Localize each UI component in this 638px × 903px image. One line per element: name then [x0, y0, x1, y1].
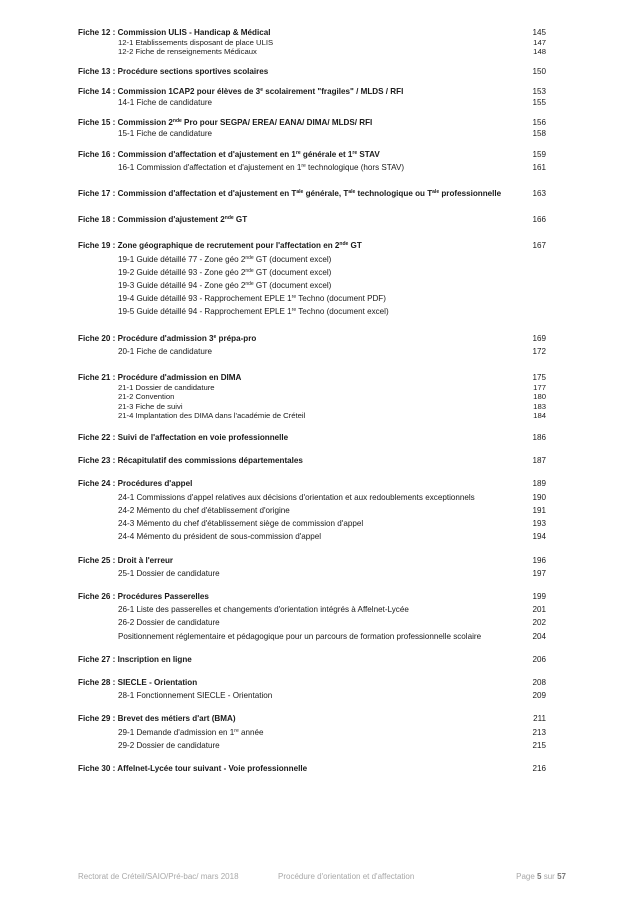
toc-page-number: 191: [532, 505, 546, 515]
toc-page-number: 155: [532, 98, 546, 108]
label-text: STAV: [357, 149, 380, 159]
toc-page-number: 148: [533, 47, 546, 57]
toc-entry-label: [78, 280, 331, 291]
toc-entry: [78, 455, 546, 466]
toc-entry-label: [78, 727, 264, 738]
toc-page-number: 156: [532, 118, 546, 128]
label-text: 26-1 Liste des passerelles et changements d'orientation intégrés à Affelnet-Lycée: [118, 605, 409, 615]
toc-entry-label: [78, 392, 174, 401]
toc-page-number: 206: [532, 654, 546, 664]
toc-entry: [78, 372, 546, 383]
ordinal-superscript: e: [260, 86, 263, 93]
toc-entry-label: [78, 149, 380, 160]
toc-entry-label: [78, 214, 247, 225]
toc-subentry: [78, 727, 546, 738]
toc-page-number: 184: [533, 410, 546, 420]
toc-entry-label: [78, 411, 305, 420]
toc-page-number: 196: [532, 555, 546, 565]
label-text: 19-3 Guide détaillé 94 - Zone géo 2: [118, 281, 246, 291]
label-text: technologique (hors STAV): [305, 162, 405, 172]
ordinal-superscript: e: [213, 333, 217, 340]
toc-entry-label: [78, 27, 271, 38]
label-text: 21-4 Implantation des DIMA dans l'académie de Créteil: [118, 410, 306, 420]
toc-entry-label: [78, 555, 173, 566]
toc-page-number: 190: [532, 492, 546, 502]
label-text: Fiche 12 : Commission ULIS - Handicap & Médical: [78, 28, 271, 37]
toc-entry-label: [78, 604, 409, 615]
toc-entry-label: [78, 531, 321, 542]
toc-entry: [78, 86, 546, 97]
label-text: année: [238, 727, 264, 737]
ordinal-superscript: nde: [224, 215, 234, 222]
label-text: Fiche 25 : Droit à l'erreur: [78, 555, 174, 565]
toc-page-number: 187: [532, 456, 546, 466]
toc-entry-label: [78, 690, 272, 701]
toc-entry-label: [78, 677, 197, 688]
label-text: GT: [348, 241, 362, 251]
label-text: 20-1 Fiche de candidature: [118, 346, 213, 356]
toc-page-number: 150: [532, 66, 546, 76]
toc-entry: [78, 713, 546, 724]
toc-subentry: [78, 690, 546, 701]
toc-entry-label: [78, 267, 331, 278]
label-text: 21-1 Dossier de candidature: [118, 383, 215, 393]
toc-entry: [78, 333, 546, 344]
toc-entry-label: [78, 86, 403, 97]
label-text: Fiche 29 : Brevet des métiers d'art (BMA): [78, 714, 236, 724]
label-text: 29-2 Dossier de candidature: [118, 740, 220, 750]
label-text: 12-1 Etablissements disposant de place ULIS: [118, 38, 274, 48]
toc-page-number: 201: [532, 605, 546, 615]
footer-page-sep: sur: [543, 872, 555, 881]
toc-entry: [78, 66, 546, 77]
toc-entry: [78, 240, 546, 251]
toc-page-number: 145: [532, 28, 546, 37]
label-text: 24-1 Commissions d'appel relatives aux décisions d'orientation et aux redoublements exceptionnels: [118, 492, 475, 502]
toc-subentry: [78, 254, 546, 265]
toc-subentry: [78, 162, 546, 173]
page-footer: [78, 872, 566, 884]
label-text: Fiche 30 : Affelnet-Lycée tour suivant - Voie professionnelle: [78, 763, 308, 773]
footer-title: Procédure d'orientation et d'affectation: [278, 872, 415, 881]
toc-entry-label: [78, 346, 212, 357]
label-text: GT: [233, 215, 248, 225]
ordinal-superscript: re: [234, 727, 239, 734]
toc-subentry: [78, 531, 546, 542]
label-text: 12-2 Fiche de renseignements Médicaux: [118, 47, 257, 57]
toc-subentry: [78, 128, 546, 139]
label-text: 21-2 Convention: [118, 392, 175, 402]
toc-entry-label: [78, 372, 241, 383]
toc-entry-label: [78, 254, 331, 265]
toc-page-number: 204: [532, 631, 546, 641]
toc-page-number: 209: [532, 691, 546, 701]
toc-entry-label: [78, 492, 475, 503]
label-text: Fiche 13 : Procédure sections sportives scolaires: [78, 66, 269, 76]
toc-entry: [78, 654, 546, 665]
toc-entry-label: [78, 240, 362, 251]
toc-subentry: [78, 383, 546, 392]
label-text: générale et 1: [300, 149, 353, 159]
toc-subentry: [78, 280, 546, 291]
label-text: prépa-pro: [216, 333, 257, 343]
label-text: Fiche 19 : Zone géographique de recrutement pour l'affectation en 2: [78, 241, 340, 251]
label-text: 24-3 Mémento du chef d'établissement siège de commission d'appel: [118, 519, 364, 529]
ordinal-superscript: re: [291, 294, 297, 301]
toc-entry-label: [78, 66, 268, 77]
footer-page-total: 57: [557, 872, 566, 881]
label-text: Techno (document excel): [296, 307, 389, 317]
label-text: Positionnement réglementaire et pédagogique pour un parcours de formation professionnelle scolaire: [118, 631, 482, 641]
toc-subentry: [78, 505, 546, 516]
ordinal-superscript: nde: [339, 241, 349, 248]
label-text: GT (document excel): [253, 267, 332, 277]
label-text: Fiche 20 : Procédure d'admission 3: [78, 333, 214, 343]
toc-page-number: 183: [533, 401, 546, 411]
toc-subentry: [78, 568, 546, 579]
label-text: 14-1 Fiche de candidature: [118, 98, 213, 108]
toc-page-number: 208: [532, 677, 546, 687]
label-text: Fiche 24 : Procédures d'appel: [78, 479, 193, 489]
toc-subentry: [78, 402, 546, 411]
ordinal-superscript: nde: [245, 267, 254, 274]
toc-entry: [78, 117, 546, 128]
toc-subentry: [78, 740, 546, 751]
toc-entry-label: [78, 128, 212, 139]
label-text: Pro pour SEGPA/ EREA/ EANA/ DIMA/ MLDS/ RFI: [181, 118, 373, 128]
toc-entry: [78, 677, 546, 688]
label-text: professionnelle: [439, 189, 502, 199]
label-text: 19-5 Guide détaillé 94 - Rapprochement EPLE 1: [118, 307, 292, 317]
toc-page-number: 213: [532, 727, 546, 737]
toc-subentry: [78, 306, 546, 317]
label-text: Techno (document PDF): [296, 294, 386, 304]
toc-subentry: [78, 293, 546, 304]
toc-entry-label: [78, 117, 372, 128]
toc-page-number: 189: [532, 479, 546, 489]
ordinal-superscript: ale: [348, 189, 356, 196]
toc-subentry: [78, 97, 546, 108]
toc-entry-label: [78, 568, 220, 579]
toc-subentry: [78, 411, 546, 420]
toc-entry-label: [78, 402, 183, 411]
toc-entry-label: [78, 654, 192, 665]
toc-page-number: 175: [532, 373, 546, 383]
toc-entry-label: [78, 432, 288, 443]
toc-page-number: 172: [532, 346, 546, 356]
toc-entry-label: [78, 763, 307, 774]
toc-entry-label: [78, 617, 220, 628]
toc-page-number: 194: [532, 532, 546, 542]
toc-entry-label: [78, 518, 363, 529]
toc-entry: [78, 591, 546, 602]
toc-page-number: 186: [532, 433, 546, 443]
footer-page-number: [516, 872, 566, 881]
toc-entry-label: [78, 713, 236, 724]
toc-subentry: [78, 518, 546, 529]
toc-entry: [78, 188, 546, 199]
toc-entry: [78, 149, 546, 160]
label-text: GT (document excel): [253, 254, 332, 264]
toc-entry-label: [78, 478, 192, 489]
ordinal-superscript: re: [295, 149, 301, 156]
label-text: Fiche 18 : Commission d'ajustement 2: [78, 215, 225, 225]
toc-subentry: [78, 38, 546, 47]
toc-page-number: 215: [532, 740, 546, 750]
label-text: Fiche 28 : SIECLE - Orientation: [78, 677, 198, 687]
toc-entry-label: [78, 306, 389, 317]
toc-page-number: 169: [532, 333, 546, 343]
toc-entry: [78, 763, 546, 774]
toc-entry-label: [78, 383, 215, 392]
label-text: 19-1 Guide détaillé 77 - Zone géo 2: [118, 254, 246, 264]
toc-subentry: [78, 631, 546, 642]
toc-entry-label: [78, 631, 481, 642]
toc-page-number: 159: [532, 149, 546, 159]
label-text: Fiche 16 : Commission d'affectation et d'ajustement en 1: [78, 149, 296, 159]
ordinal-superscript: ale: [432, 189, 440, 196]
toc-page-number: 211: [533, 714, 546, 724]
toc-entry: [78, 214, 546, 225]
toc-page-number: 197: [532, 568, 546, 578]
toc-page-number: 180: [533, 392, 546, 402]
label-text: 19-4 Guide détaillé 93 - Rapprochement EPLE 1: [118, 294, 292, 304]
ordinal-superscript: nde: [172, 118, 182, 125]
toc-page-number: 177: [533, 383, 546, 393]
toc-entry-label: [78, 162, 404, 173]
toc-page-number: 199: [532, 591, 546, 601]
toc-page-number: 202: [532, 618, 546, 628]
toc-entry: [78, 555, 546, 566]
toc-page-number: 166: [532, 215, 546, 225]
ordinal-superscript: re: [291, 307, 297, 314]
ordinal-superscript: re: [352, 149, 358, 156]
ordinal-superscript: nde: [245, 281, 254, 288]
label-text: 15-1 Fiche de candidature: [118, 129, 213, 139]
label-text: Fiche 21 : Procédure d'admission en DIMA: [78, 373, 242, 383]
label-text: 26-2 Dossier de candidature: [118, 618, 220, 628]
label-text: Fiche 22 : Suivi de l'affectation en voie professionnelle: [78, 433, 289, 443]
label-text: 25-1 Dossier de candidature: [118, 568, 220, 578]
toc-entry-label: [78, 293, 386, 304]
toc-page-number: 161: [532, 162, 546, 172]
footer-page-prefix: Page: [516, 872, 535, 881]
footer-page-current: 5: [537, 872, 542, 881]
toc-entry-label: [78, 97, 212, 108]
toc-entry-label: [78, 188, 501, 199]
label-text: 16-1 Commission d'affectation et d'ajustement en 1: [118, 162, 302, 172]
toc-subentry: [78, 604, 546, 615]
label-text: 21-3 Fiche de suivi: [118, 401, 183, 411]
toc-entry: [78, 27, 546, 38]
label-text: 28-1 Fonctionnement SIECLE - Orientation: [118, 691, 273, 701]
label-text: Fiche 14 : Commission 1CAP2 pour élèves de 3: [78, 86, 261, 96]
table-of-contents: [78, 27, 546, 774]
label-text: Fiche 15 : Commission 2: [78, 118, 173, 128]
toc-page-number: 153: [532, 86, 546, 96]
toc-entry-label: [78, 740, 220, 751]
ordinal-superscript: nde: [245, 254, 254, 261]
toc-entry-label: [78, 591, 209, 602]
label-text: 19-2 Guide détaillé 93 - Zone géo 2: [118, 267, 246, 277]
toc-page-number: 216: [532, 763, 546, 773]
label-text: scolairement "fragiles" / MLDS / RFI: [262, 86, 404, 96]
toc-entry-label: [78, 455, 303, 466]
label-text: Fiche 23 : Récapitulatif des commissions départementales: [78, 456, 303, 466]
toc-subentry: [78, 47, 546, 56]
label-text: générale, T: [303, 189, 349, 199]
toc-page-number: 147: [533, 38, 546, 48]
label-text: GT (document excel): [253, 281, 332, 291]
toc-page-number: 158: [532, 129, 546, 139]
toc-entry-label: [78, 47, 257, 56]
footer-source: Rectorat de Créteil/SAIO/Pré-bac/ mars 2018: [78, 872, 239, 881]
toc-entry: [78, 432, 546, 443]
toc-subentry: [78, 346, 546, 357]
toc-page-number: 193: [532, 519, 546, 529]
label-text: Fiche 26 : Procédures Passerelles: [78, 591, 209, 601]
toc-subentry: [78, 267, 546, 278]
toc-entry-label: [78, 38, 273, 47]
label-text: 24-2 Mémento du chef d'établissement d'origine: [118, 505, 290, 515]
toc-entry: [78, 478, 546, 489]
toc-entry-label: [78, 333, 256, 344]
label-text: technologique ou T: [355, 189, 433, 199]
toc-page-number: 167: [532, 241, 546, 251]
ordinal-superscript: re: [301, 162, 306, 169]
toc-subentry: [78, 392, 546, 401]
label-text: Fiche 17 : Commission d'affectation et d'ajustement en T: [78, 189, 297, 199]
label-text: Fiche 27 : Inscription en ligne: [78, 654, 192, 664]
label-text: 29-1 Demande d'admission en 1: [118, 727, 235, 737]
label-text: 24-4 Mémento du président de sous-commission d'appel: [118, 532, 322, 542]
toc-subentry: [78, 492, 546, 503]
ordinal-superscript: ale: [296, 189, 304, 196]
toc-entry-label: [78, 505, 290, 516]
toc-page-number: 163: [532, 189, 546, 199]
toc-subentry: [78, 617, 546, 628]
